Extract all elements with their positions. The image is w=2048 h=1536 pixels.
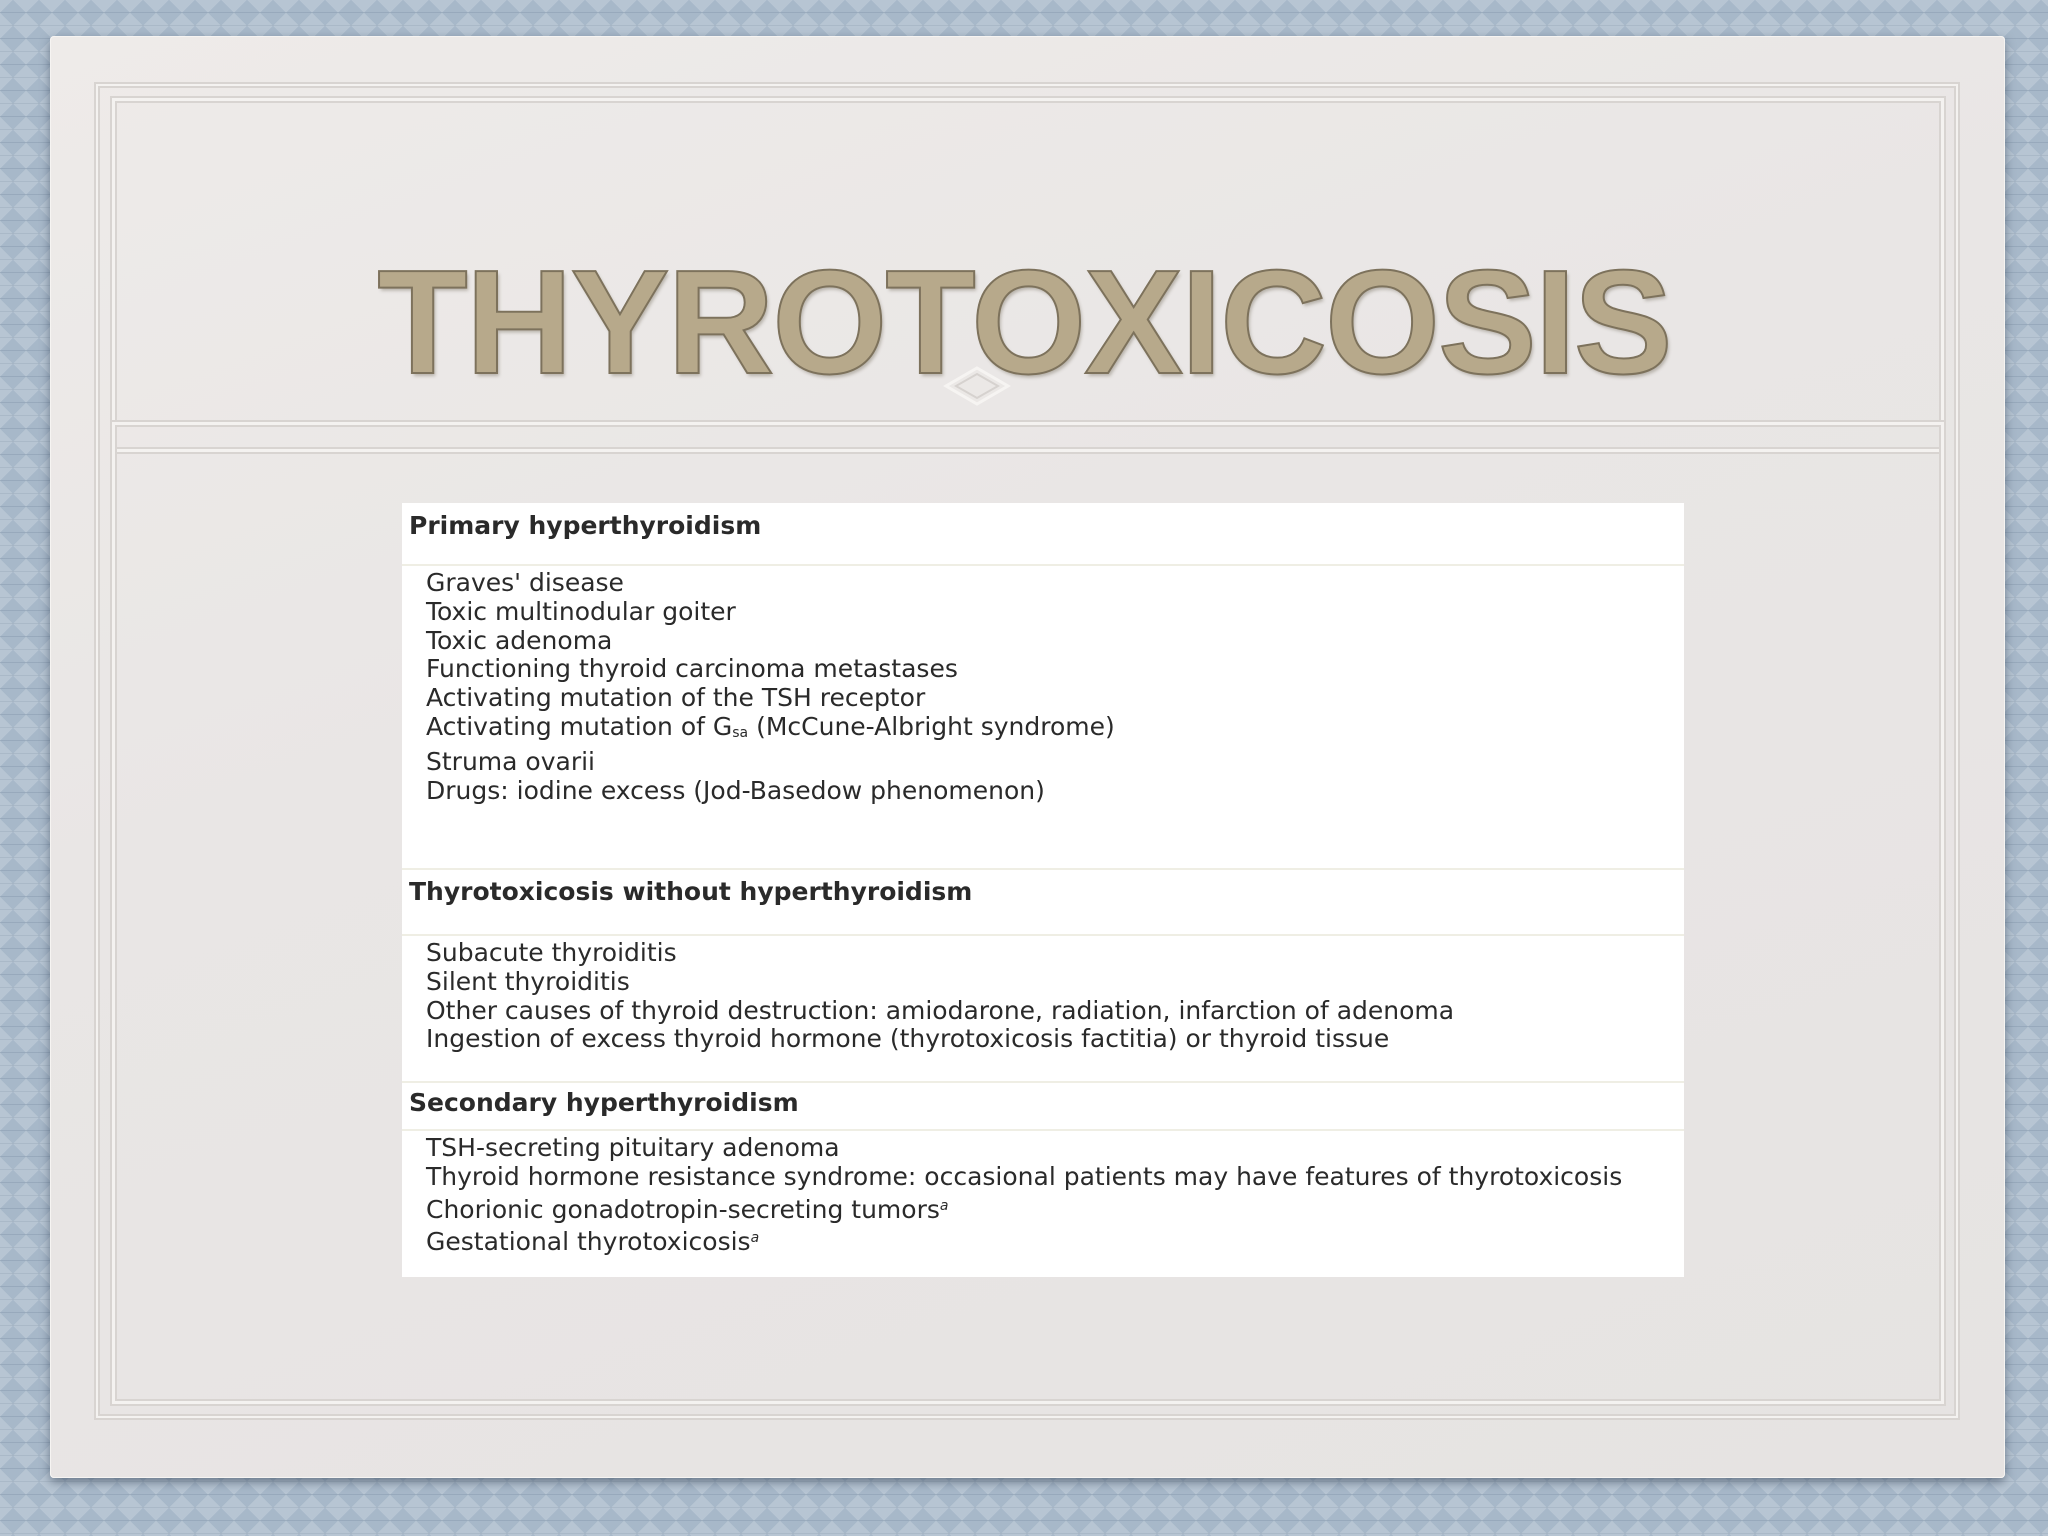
list-item: Thyroid hormone resistance syndrome: occasional patients may have features of thyrotoxicosis [426,1161,1623,1191]
list-item: Activating mutation of the TSH receptor [426,683,926,713]
subscript-sa: sa [732,724,749,741]
list-item: Drugs: iodine excess (Jod-Basedow phenomenon) [426,775,1045,805]
slide-title: THYROTOXICOSIS [377,240,1671,406]
footnote-marker: a [750,1230,760,1247]
section-header-without-hyperthyroidism: Thyrotoxicosis without hyperthyroidism [409,877,973,906]
list-item: Functioning thyroid carcinoma metastases [426,654,958,684]
list-item-text: Activating mutation of G [426,711,733,741]
list-item [426,1192,1622,1225]
table-rule [402,1129,1684,1131]
list-item: Toxic multinodular goiter [426,596,736,626]
table-rule [402,868,1684,870]
list-item-text: Chorionic gonadotropin-secreting tumors [426,1194,940,1224]
list-item-text: Gestational thyrotoxicosis [426,1227,751,1257]
list-item: Subacute thyroiditis [426,938,677,967]
list-item: Ingestion of excess thyroid hormone (thyrotoxicosis factitia) or thyroid tissue [426,1024,1390,1054]
list-item: Toxic adenoma [426,625,613,655]
table-rule [402,1081,1684,1083]
section-list-secondary [426,1134,1622,1257]
list-item: Struma ovarii [426,746,595,776]
footnote-marker: a [939,1197,949,1214]
section-list-primary [426,569,1115,805]
list-item: TSH-secreting pituitary adenoma [426,1133,840,1162]
table-rule [402,564,1684,566]
list-item: Graves' disease [426,568,624,597]
list-item: Other causes of thyroid destruction: amiodarone, radiation, infarction of adenoma [426,995,1455,1025]
causes-table [402,503,1684,1277]
list-item [426,713,1115,748]
section-header-primary: Primary hyperthyroidism [409,511,762,540]
list-item: Silent thyroiditis [426,966,630,996]
list-item [426,1224,1622,1257]
section-list-without-hyperthyroidism [426,939,1454,1054]
section-header-secondary: Secondary hyperthyroidism [409,1088,799,1117]
list-item-suffix: (McCune-Albright syndrome) [748,711,1115,741]
table-rule [402,934,1684,936]
